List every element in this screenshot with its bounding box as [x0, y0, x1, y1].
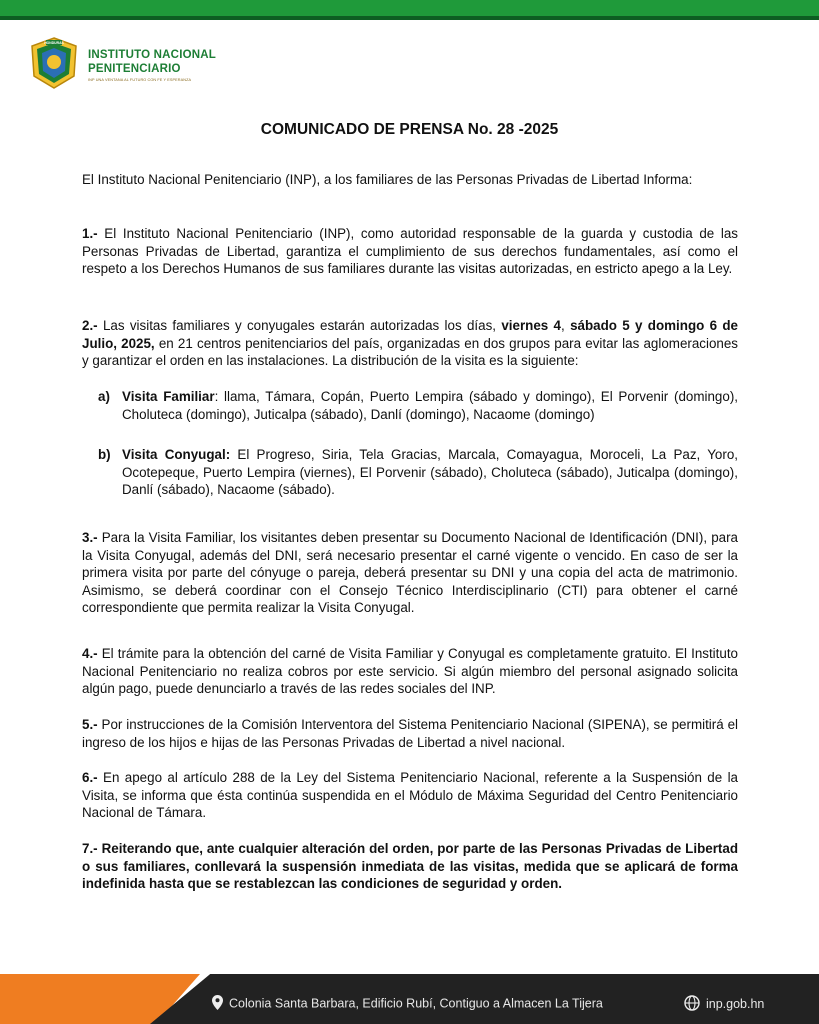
paragraph-3: 3.- Para la Visita Familiar, los visitantes deben presentar su Documento Nacional de Identificación (DNI), para la Visita Conyugal, además del DNI, será necesario presentar el carné vigente o vencido. En caso de ser la primera visita por parte del cónyuge o pareja, deberá presentar su DNI y una copia del acta de matrimonio. Asimismo, se deberá coordinar con el Consejo Técnico Interdisciplinario (CTI) para obtener el carné correspondiente que permita realizar la Visita Conyugal. [82, 530, 738, 616]
paragraph-1: 1.- El Instituto Nacional Penitenciario (INP), como autoridad responsable de la guarda y custodia de las Personas Privadas de Libertad, garantiza el cumplimiento de sus derechos fundamentales, así como el respeto a los Derechos Humanos de sus familiares durante las visitas autorizadas, en estricto apego a la Ley. [82, 226, 738, 277]
org-name-line2: PENITENCIARIO [88, 63, 181, 75]
paragraph-7: 7.- Reiterando que, ante cualquier alteración del orden, por parte de las Personas Privadas de Libertad o sus familiares, conllevará la suspensión inmediata de las visitas, medida que se aplicará de forma indefinida hasta que se restablezcan las condiciones de seguridad y orden. [82, 841, 738, 892]
press-release-title: COMUNICADO DE PRENSA No. 28 -2025 [260, 121, 559, 138]
svg-text:HONDURAS: HONDURAS [44, 41, 64, 46]
footer-address-text: Colonia Santa Barbara, Edificio Rubí, Contiguo a Almacen La Tijera [229, 996, 603, 1011]
org-name-line1: INSTITUTO NACIONAL [88, 49, 216, 61]
paragraph-2: 2.- Las visitas familiares y conyugales estarán autorizadas los días, viernes 4, sábado 5 y domingo 6 de Julio, 2025, en 21 centros penitenciarios del país, organizadas en dos grupos para evitar las aglomeraciones y garantizar el orden en las instalaciones. La distribución de la visita es la siguiente: [82, 318, 739, 369]
paragraph-4: 4.- El trámite para la obtención del carné de Visita Familiar y Conyugal es completamente gratuito. El Instituto Nacional Penitenciario no realiza cobros por este servicio. Si algún miembro del personal asignado solicita algún pago, puede denunciarlo a través de las redes sociales del INP. [82, 646, 738, 697]
location-pin-icon [212, 995, 223, 1013]
footer-website[interactable] [684, 995, 764, 1014]
globe-icon [684, 995, 700, 1014]
intro-paragraph: El Instituto Nacional Penitenciario (INP), a los familiares de las Personas Privadas de Libertad Informa: [82, 172, 693, 187]
org-tagline: INP UNA VENTANA AL FUTURO CON FE Y ESPERANZA [88, 78, 192, 82]
footer-address [212, 995, 603, 1013]
paragraph-6: 6.- En apego al artículo 288 de la Ley del Sistema Penitenciario Nacional, referente a la Suspensión de la Visita, se informa que ésta continúa suspendida en el Módulo de Máxima Seguridad del Centro Penitenciario Nacional de Támara. [82, 770, 738, 821]
org-name [88, 48, 216, 82]
inp-logo [28, 36, 80, 90]
top-green-bar [0, 0, 819, 16]
paragraph-5: 5.- Por instrucciones de la Comisión Interventora del Sistema Penitenciario Nacional (SIPENA), se permitirá el ingreso de los hijos e hijas de las Personas Privadas de Libertad a nivel nacional. [82, 717, 738, 750]
footer-website-text[interactable]: inp.gob.hn [706, 996, 765, 1011]
top-dark-bar [0, 16, 819, 20]
